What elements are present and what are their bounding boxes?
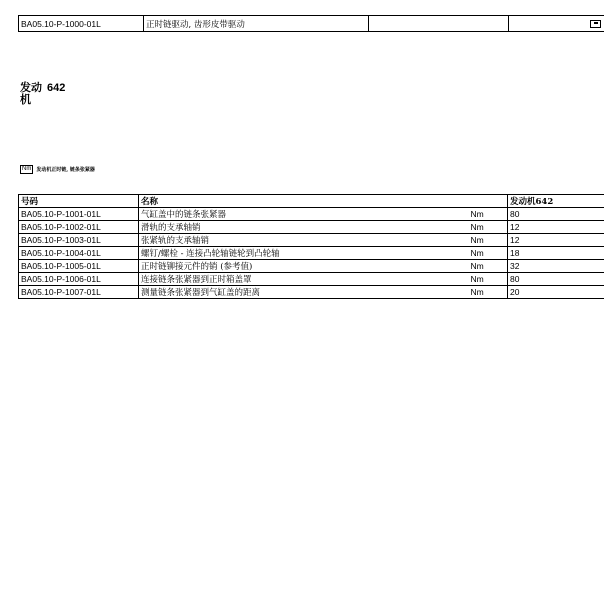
- row-code: BA05.10-P-1003-01L: [19, 234, 139, 247]
- row-name: 测量链条张紧器到气缸盖的距离: [139, 286, 469, 299]
- row-unit: Nm: [469, 247, 508, 260]
- torque-table: [18, 194, 604, 299]
- row-value: 20: [508, 286, 604, 299]
- column-header-name: 名称: [139, 195, 469, 208]
- header-icon-cell: [509, 16, 604, 32]
- engine-label-line1: 发动: [20, 81, 42, 94]
- table-row: [19, 221, 604, 234]
- section-title-row: [20, 165, 95, 174]
- header-empty-cell: [369, 16, 509, 32]
- row-name: 连接链条张紧器到正时箱盖罩: [139, 273, 469, 286]
- book-icon[interactable]: [590, 20, 601, 28]
- row-unit: Nm: [469, 221, 508, 234]
- column-header-engine: 发动机642: [508, 195, 604, 208]
- row-code: BA05.10-P-1005-01L: [19, 260, 139, 273]
- row-value: 32: [508, 260, 604, 273]
- row-code: BA05.10-P-1002-01L: [19, 221, 139, 234]
- row-unit: Nm: [469, 286, 508, 299]
- document-code: BA05.10-P-1000-01L: [19, 16, 144, 32]
- row-value: 12: [508, 234, 604, 247]
- row-unit: Nm: [469, 273, 508, 286]
- section-title: 发动机正时链, 链条张紧器: [36, 167, 95, 173]
- table-header-row: [19, 195, 604, 208]
- column-header-code: 号码: [19, 195, 139, 208]
- row-unit: Nm: [469, 208, 508, 221]
- row-code: BA05.10-P-1006-01L: [19, 273, 139, 286]
- row-value: 18: [508, 247, 604, 260]
- table-row: [19, 260, 604, 273]
- engine-number: 642: [47, 82, 66, 94]
- row-name: 气缸盖中的链条张紧器: [139, 208, 469, 221]
- table-row: [19, 247, 604, 260]
- document-header: [18, 15, 604, 32]
- torque-nm-icon: Nm: [22, 166, 32, 172]
- row-name: 正时链铆接元件的销 (参考值): [139, 260, 469, 273]
- row-unit: Nm: [469, 234, 508, 247]
- row-unit: Nm: [469, 260, 508, 273]
- table-row: [19, 208, 604, 221]
- table-row: [19, 234, 604, 247]
- row-value: 12: [508, 221, 604, 234]
- row-name: 张紧轨的支承轴销: [139, 234, 469, 247]
- row-code: BA05.10-P-1004-01L: [19, 247, 139, 260]
- row-name: 滑轨的支承轴销: [139, 221, 469, 234]
- table-body: [19, 208, 604, 299]
- row-code: BA05.10-P-1001-01L: [19, 208, 139, 221]
- column-header-unit: [469, 195, 508, 208]
- row-name: 螺钉/螺栓 - 连接凸轮轴链轮到凸轮轴: [139, 247, 469, 260]
- engine-heading: [20, 82, 65, 106]
- table-row: [19, 286, 604, 299]
- row-value: 80: [508, 208, 604, 221]
- row-value: 80: [508, 273, 604, 286]
- document-title: 正时链驱动, 齿形皮带驱动: [144, 16, 369, 32]
- table-row: [19, 273, 604, 286]
- row-code: BA05.10-P-1007-01L: [19, 286, 139, 299]
- engine-label-line2: 机: [20, 93, 31, 106]
